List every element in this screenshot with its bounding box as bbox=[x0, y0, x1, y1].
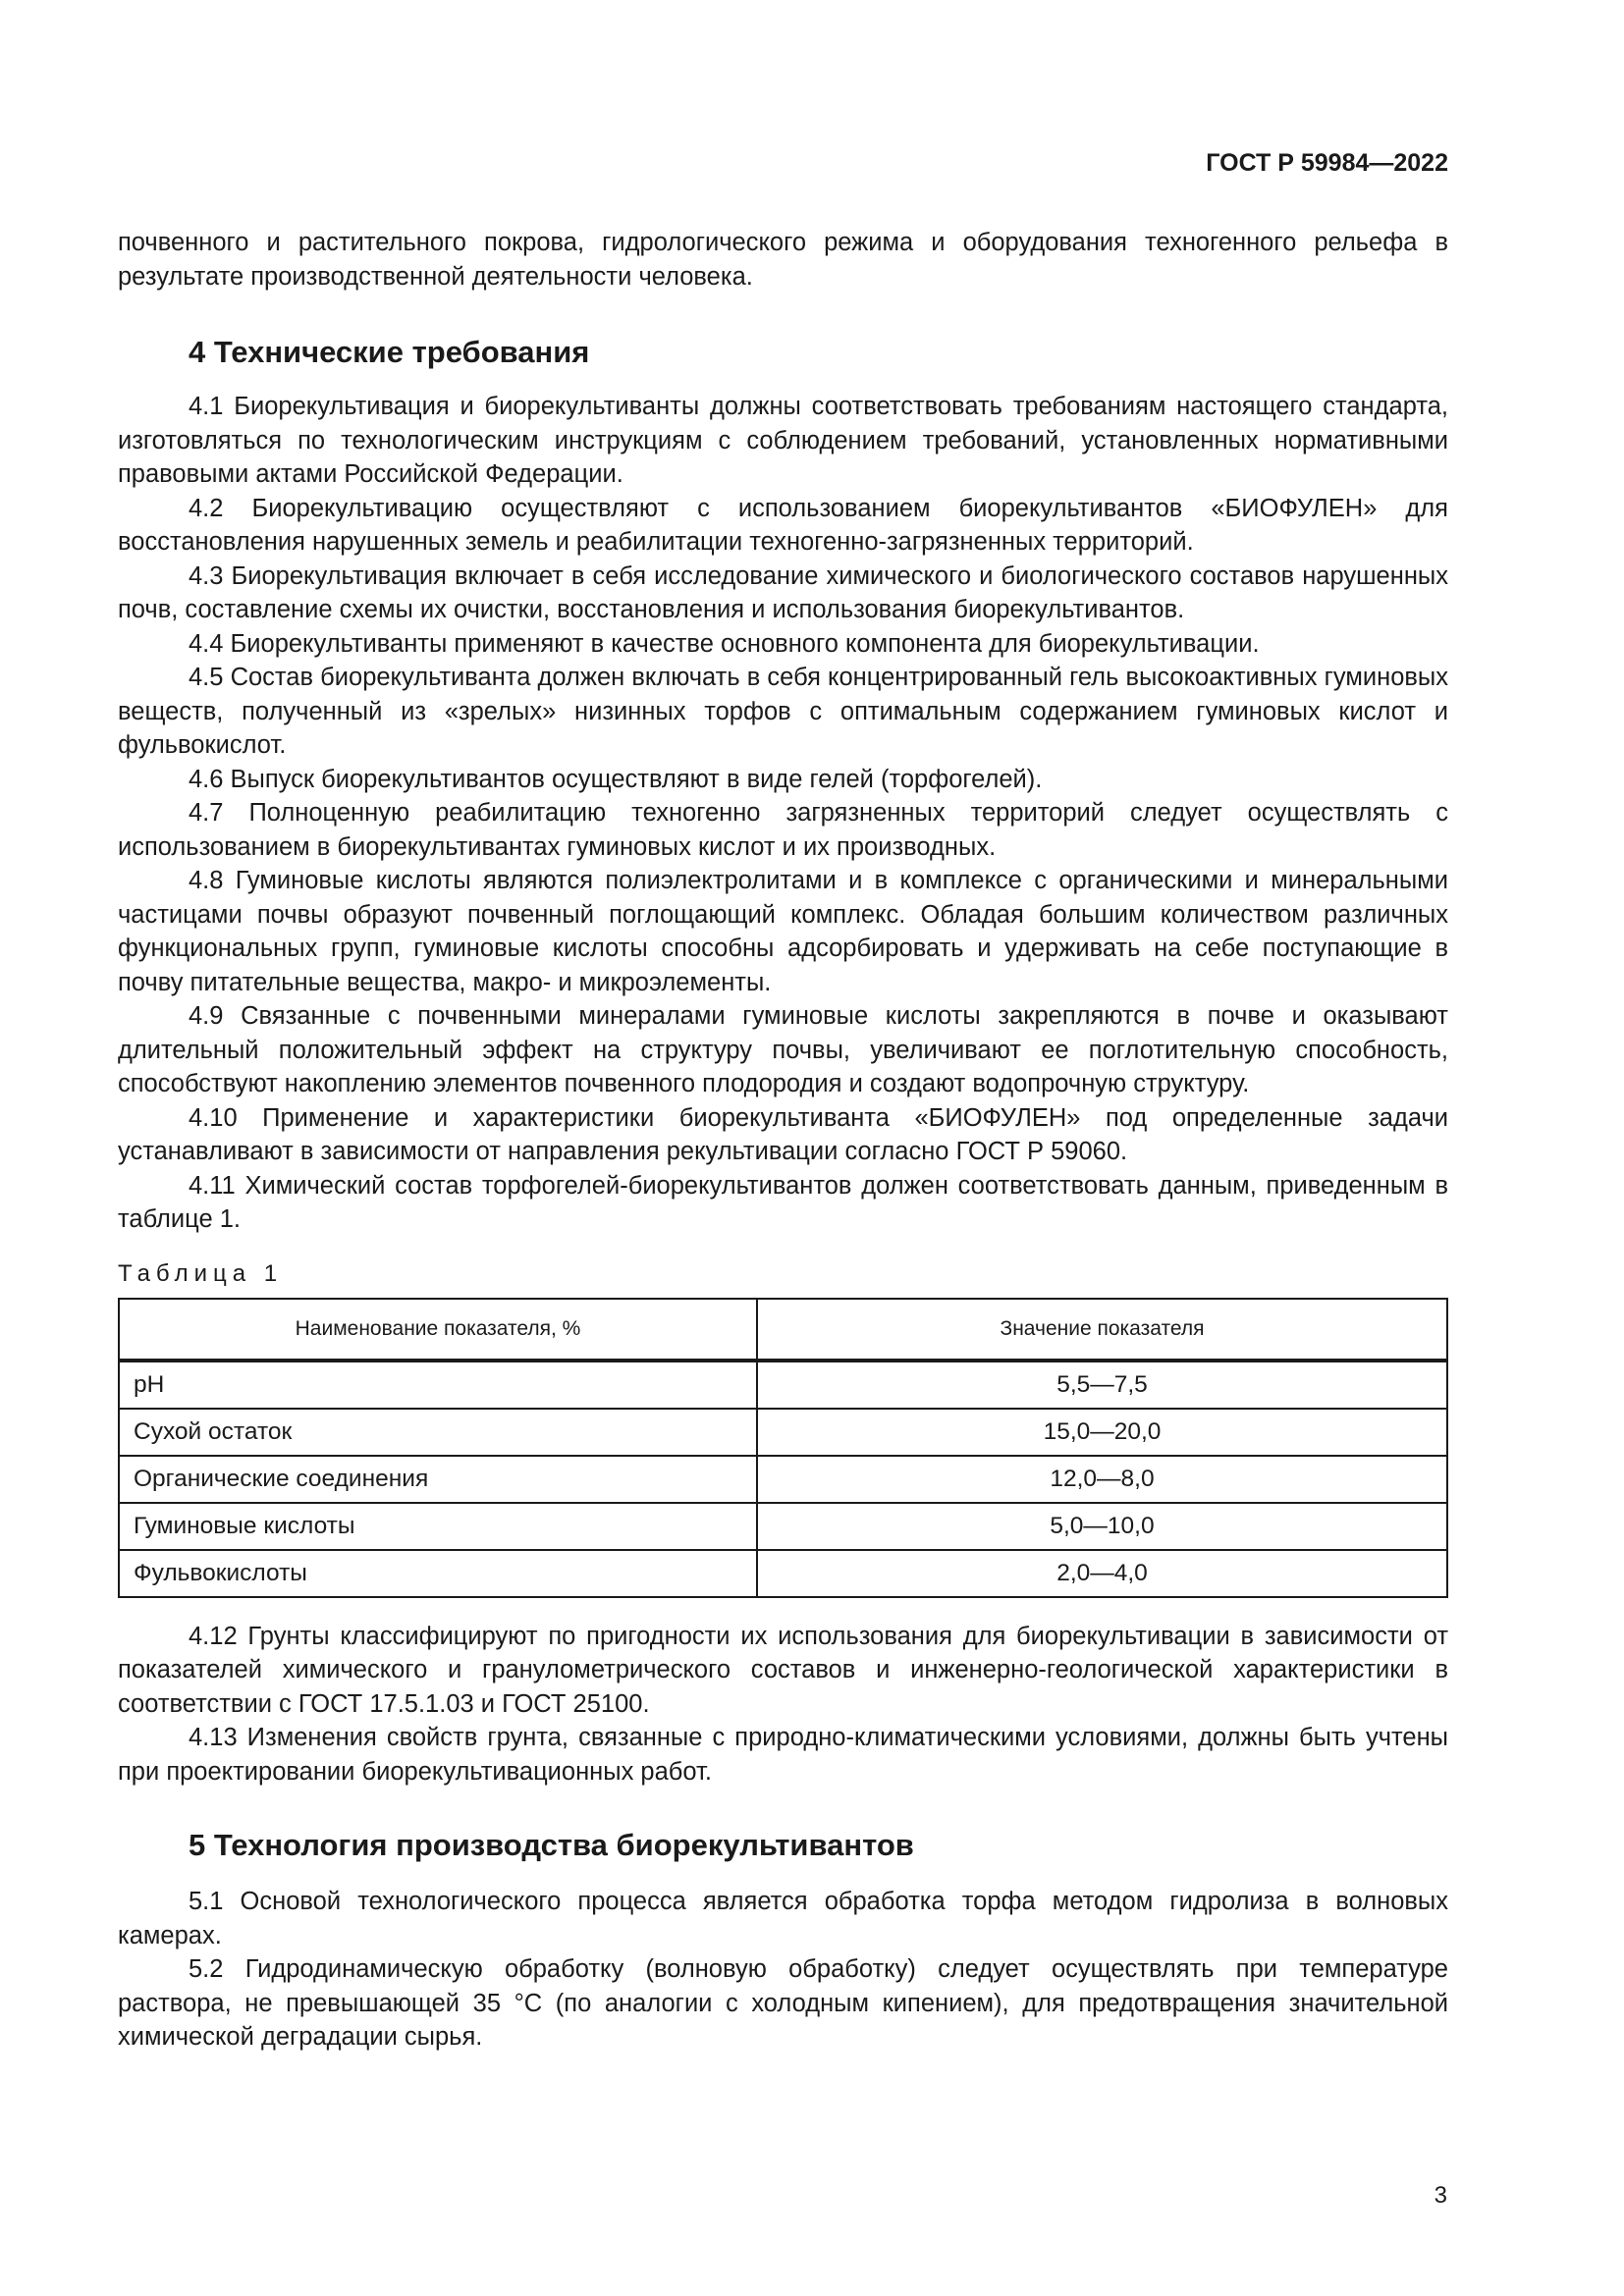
table-cell-indicator: Органические соединения bbox=[119, 1456, 757, 1503]
table-row bbox=[119, 1409, 1447, 1456]
paragraph-4-10: 4.10 Применение и характеристики биорекультиванта «БИОФУЛЕН» под определенные задачи устанавливают в зависимости от направления рекультивации согласно ГОСТ Р 59060. bbox=[118, 1103, 1448, 1165]
paragraph-4-5: 4.5 Состав биорекультиванта должен включать в себя концентрированный гель высокоактивных гуминовых веществ, полученный из «зрелых» низинных торфов с оптимальным содержанием гуминовых кислот и фульвокислот. bbox=[118, 664, 1448, 759]
table-header-row bbox=[119, 1299, 1447, 1361]
paragraph-4-9: 4.9 Связанные с почвенными минералами гуминовые кислоты закрепляются в почве и оказывают длительный положительный эффект на структуру почвы, увеличивают ее поглотительную способность, способствуют накоплению элементов почвенного плодородия и создают водопрочную структуру. bbox=[118, 1002, 1448, 1097]
table-cell-value: 15,0—20,0 bbox=[757, 1409, 1447, 1456]
paragraph-5-2: 5.2 Гидродинамическую обработку (волновую обработку) следует осуществлять при температуре раствора, не превышающей 35 °С (по аналогии с холодным кипением), для предотвращения значительной химической деградации сырья. bbox=[118, 1955, 1448, 2051]
intro-paragraph: почвенного и растительного покрова, гидрологического режима и оборудования техногенного рельефа в результате производственной деятельности человека. bbox=[118, 229, 1448, 291]
paragraph-4-8: 4.8 Гуминовые кислоты являются полиэлектролитами и в комплексе с органическими и минеральными частицами почвы образуют почвенный поглощающий комплекс. Обладая большим количеством различных функциональных групп, гуминовые кислоты способны адсорбировать и удерживать на себе поступающие в почву питательные вещества, макро- и микроэлементы. bbox=[118, 867, 1448, 996]
table-header-value: Значение показателя bbox=[757, 1299, 1447, 1361]
table-cell-indicator: Сухой остаток bbox=[119, 1409, 757, 1456]
paragraph-4-6: 4.6 Выпуск биорекультивантов осуществляют в виде гелей (торфогелей). bbox=[189, 765, 1043, 793]
paragraph-4-7: 4.7 Полноценную реабилитацию техногенно загрязненных территорий следует осуществлять с использованием в биорекультивантах гуминовых кислот и их производных. bbox=[118, 799, 1448, 861]
table-cell-value: 5,5—7,5 bbox=[757, 1361, 1447, 1409]
section-4-body bbox=[118, 390, 1448, 1237]
section-5-body bbox=[118, 1885, 1448, 2055]
paragraph-4-1: 4.1 Биорекультивация и биорекультиванты должны соответствовать требованиям настоящего стандарта, изготовляться по технологическим инструкциям с соблюдением требований, установленных нормативными правовыми актами Российской Федерации. bbox=[118, 393, 1448, 488]
page-content bbox=[118, 226, 1448, 2055]
table-row bbox=[119, 1550, 1447, 1597]
section-4-heading: 4 Технические требования bbox=[189, 335, 590, 369]
standard-code: ГОСТ Р 59984—2022 bbox=[1206, 149, 1448, 177]
section-4-continued bbox=[118, 1620, 1448, 1789]
table-cell-value: 2,0—4,0 bbox=[757, 1550, 1447, 1597]
paragraph-4-2: 4.2 Биорекультивацию осуществляют с использованием биорекультивантов «БИОФУЛЕН» для восстановления нарушенных земель и реабилитации техногенно-загрязненных территорий. bbox=[118, 494, 1448, 556]
page-number: 3 bbox=[1434, 2182, 1447, 2209]
section-5-heading: 5 Технология производства биорекультивантов bbox=[189, 1828, 914, 1862]
table-cell-value: 12,0—8,0 bbox=[757, 1456, 1447, 1503]
table-1 bbox=[118, 1298, 1448, 1598]
table-row bbox=[119, 1361, 1447, 1409]
paragraph-4-13: 4.13 Изменения свойств грунта, связанные с природно-климатическими условиями, должны быть учтены при проектировании биорекультивационных работ. bbox=[118, 1724, 1448, 1786]
paragraph-4-11: 4.11 Химический состав торфогелей-биорекультивантов должен соответствовать данным, приведенным в таблице 1. bbox=[118, 1171, 1448, 1233]
paragraph-4-4: 4.4 Биорекультиванты применяют в качестве основного компонента для биорекультивации. bbox=[189, 629, 1260, 658]
table-cell-indicator: Гуминовые кислоты bbox=[119, 1503, 757, 1550]
table-header-indicator: Наименование показателя, % bbox=[119, 1299, 757, 1361]
table-cell-indicator: Фульвокислоты bbox=[119, 1550, 757, 1597]
paragraph-4-3: 4.3 Биорекультивация включает в себя исследование химического и биологического составов нарушенных почв, составление схемы их очистки, восстановления и использования биорекультивантов. bbox=[118, 561, 1448, 623]
paragraph-5-1: 5.1 Основой технологического процесса является обработка торфа методом гидролиза в волновых камерах. bbox=[118, 1888, 1448, 1949]
table-1-label: Таблица 1 bbox=[118, 1259, 284, 1287]
table-cell-value: 5,0—10,0 bbox=[757, 1503, 1447, 1550]
table-cell-indicator: pH bbox=[119, 1361, 757, 1409]
paragraph-4-12: 4.12 Грунты классифицируют по пригодности их использования для биорекультивации в зависимости от показателей химического и гранулометрического составов и инженерно-геологической характеристики в соответствии с ГОСТ 17.5.1.03 и ГОСТ 25100. bbox=[118, 1622, 1448, 1718]
table-row bbox=[119, 1456, 1447, 1503]
table-row bbox=[119, 1503, 1447, 1550]
